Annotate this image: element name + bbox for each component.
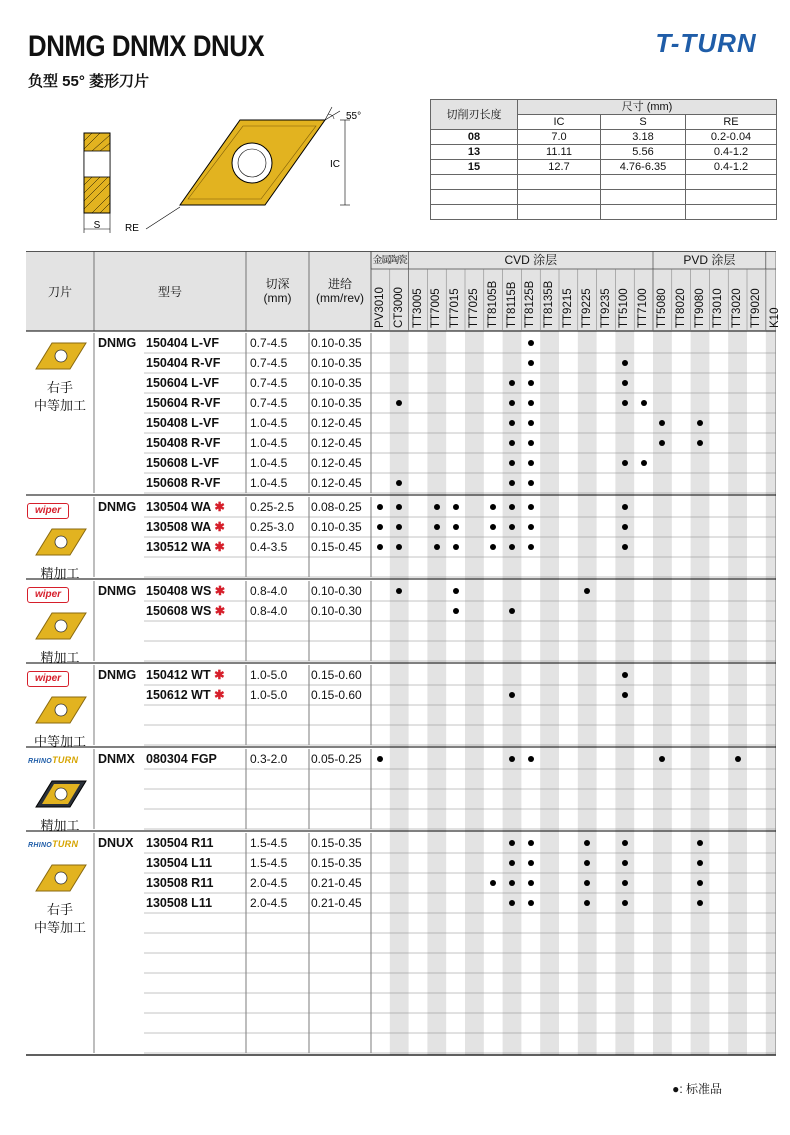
group-label: 精加工: [40, 818, 80, 833]
row-feed: 0.12-0.45: [311, 416, 362, 430]
row-feed: 0.21-0.45: [311, 876, 362, 890]
rhino-turn-badge: [28, 755, 78, 765]
standard-item-dot: [509, 692, 515, 698]
standard-item-dot: [528, 504, 534, 510]
row-depth: 0.8-4.0: [250, 584, 288, 598]
group-label: 中等加工: [33, 734, 86, 749]
row-feed: 0.05-0.25: [311, 752, 362, 766]
group-label: 右手 中等加工: [33, 380, 86, 413]
standard-item-dot: [509, 420, 515, 426]
row-model: 130504 WA ✱: [146, 500, 225, 514]
row-model: 130512 WA ✱: [146, 540, 225, 554]
new-item-star: ✱: [210, 668, 225, 682]
row-depth: 1.0-4.5: [250, 416, 288, 430]
dim-ic: 12.7: [518, 160, 601, 175]
insert-image: [32, 777, 88, 811]
standard-item-dot: [509, 840, 515, 846]
dim-col-s: S: [601, 115, 686, 130]
row-feed: 0.15-0.60: [311, 688, 362, 702]
row-depth: 1.0-5.0: [250, 668, 288, 682]
grade-header-tt3020: TT3020: [731, 288, 744, 328]
row-feed: 0.10-0.35: [311, 376, 362, 390]
row-model: 150604 R-VF: [146, 396, 221, 410]
row-feed: 0.15-0.35: [311, 856, 362, 870]
row-model: 080304 FGP: [146, 752, 217, 766]
legend: ●: 标准品: [672, 1082, 722, 1096]
standard-item-dot: [528, 460, 534, 466]
standard-item-dot: [697, 840, 703, 846]
standard-item-dot: [528, 420, 534, 426]
row-feed: 0.10-0.30: [311, 604, 362, 618]
row-model: 150408 WS ✱: [146, 584, 226, 598]
group-label: 精加工: [40, 566, 80, 581]
standard-item-dot: [509, 460, 515, 466]
s-label: S: [93, 220, 101, 231]
row-depth: 0.4-3.5: [250, 540, 288, 554]
grade-table: [26, 251, 781, 1076]
grade-header-tt7015: TT7015: [449, 288, 462, 328]
row-model: 130508 L11: [146, 896, 213, 910]
grade-header-tt7005: TT7005: [430, 288, 443, 328]
row-feed: 0.15-0.60: [311, 668, 362, 682]
row-depth: 0.7-4.5: [250, 396, 288, 410]
angle-label: 55°: [346, 111, 362, 122]
header-depth-unit: (mm): [263, 291, 292, 305]
dim-re: 0.4-1.2: [686, 160, 777, 175]
row-depth: 1.5-4.5: [250, 856, 288, 870]
row-series: DNUX: [98, 836, 134, 850]
dim-re: 0.4-1.2: [686, 145, 777, 160]
rhino-badge-text: RHINO: [28, 758, 53, 765]
standard-item-dot: [622, 672, 628, 678]
insert-dimension-diagram: [70, 105, 370, 240]
dim-s: 5.56: [601, 145, 686, 160]
dim-length: 08: [431, 130, 518, 145]
standard-item-dot: [528, 340, 534, 346]
group-label: 右手 中等加工: [33, 902, 86, 935]
standard-item-dot: [697, 440, 703, 446]
grade-header-tt8105b: TT8105B: [486, 280, 499, 328]
standard-item-dot: [509, 544, 515, 550]
grade-header-tt9215: TT9215: [562, 288, 574, 328]
grade-header-tt3005: TT3005: [411, 288, 424, 328]
standard-item-dot: [434, 524, 440, 530]
standard-item-dot: [509, 504, 515, 510]
group-label: 精加工: [40, 650, 80, 665]
wiper-badge: wiper: [27, 587, 69, 603]
row-model: 150408 L-VF: [146, 416, 219, 430]
row-feed: 0.10-0.35: [311, 336, 362, 350]
row-depth: 0.7-4.5: [250, 356, 288, 370]
standard-item-dot: [622, 504, 628, 510]
page-title: DNMG DNMX DNUX: [28, 30, 265, 63]
standard-item-dot: [453, 504, 459, 510]
standard-item-dot: [735, 756, 741, 762]
standard-item-dot: [509, 380, 515, 386]
row-series: DNMX: [98, 752, 135, 766]
row-feed: 0.15-0.45: [311, 540, 362, 554]
row-model: 150604 L-VF: [146, 376, 219, 390]
standard-item-dot: [453, 524, 459, 530]
row-series: DNMG: [98, 500, 137, 514]
insert-image: [32, 693, 88, 727]
dim-s: 4.76-6.35: [601, 160, 686, 175]
standard-item-dot: [622, 460, 628, 466]
standard-item-dot: [622, 692, 628, 698]
standard-item-dot: [453, 608, 459, 614]
grade-header-tt9235: TT9235: [599, 288, 612, 328]
dim-header-length: 切削刃长度: [431, 100, 518, 130]
standard-item-dot: [622, 380, 628, 386]
grade-header-tt9080: TT9080: [693, 288, 706, 328]
grade-header-ct3000: CT3000: [392, 287, 405, 328]
dim-ic: 7.0: [518, 130, 601, 145]
new-item-star: ✱: [210, 540, 225, 554]
insert-image: [32, 525, 88, 559]
row-depth: 2.0-4.5: [250, 876, 288, 890]
row-depth: 1.5-4.5: [250, 836, 288, 850]
header-pvd: PVD 涂层: [683, 253, 736, 267]
insert-image: [32, 339, 88, 373]
row-model: 130508 WA ✱: [146, 520, 225, 534]
row-model: 130508 R11: [146, 876, 214, 890]
standard-item-dot: [528, 860, 534, 866]
standard-item-dot: [528, 880, 534, 886]
grade-header-tt9020: TT9020: [750, 288, 762, 328]
row-depth: 0.3-2.0: [250, 752, 288, 766]
header-depth: 切深: [265, 277, 290, 291]
standard-item-dot: [528, 840, 534, 846]
standard-item-dot: [434, 544, 440, 550]
dim-col-re: RE: [686, 115, 777, 130]
row-model: 150404 L-VF: [146, 336, 219, 350]
row-depth: 0.7-4.5: [250, 336, 288, 350]
standard-item-dot: [528, 480, 534, 486]
standard-item-dot: [528, 524, 534, 530]
row-depth: 0.8-4.0: [250, 604, 288, 618]
standard-item-dot: [641, 460, 647, 466]
rhino-badge-turn: TURN: [52, 839, 79, 849]
grade-header-tt8125b: TT8125B: [524, 280, 537, 328]
row-model: 130504 L11: [146, 856, 213, 870]
new-item-star: ✱: [210, 520, 225, 534]
new-item-star: ✱: [211, 584, 226, 598]
standard-item-dot: [528, 900, 534, 906]
dim-row: [431, 130, 777, 145]
standard-item-dot: [697, 900, 703, 906]
dim-length: 15: [431, 160, 518, 175]
standard-item-dot: [509, 756, 515, 762]
standard-item-dot: [622, 400, 628, 406]
standard-item-dot: [622, 900, 628, 906]
row-model: 150412 WT ✱: [146, 668, 225, 682]
row-feed: 0.12-0.45: [311, 456, 362, 470]
dim-s: 3.18: [601, 130, 686, 145]
standard-item-dot: [509, 480, 515, 486]
standard-item-dot: [622, 360, 628, 366]
insert-image: [32, 609, 88, 643]
row-depth: 0.7-4.5: [250, 376, 288, 390]
grade-header-tt8135b: TT8135B: [543, 280, 556, 328]
brand-logo: [636, 24, 776, 64]
row-model: 150612 WT ✱: [146, 688, 225, 702]
standard-item-dot: [697, 860, 703, 866]
row-model: 130504 R11: [146, 836, 214, 850]
grade-header-tt8115b: TT8115B: [505, 281, 518, 328]
standard-item-dot: [622, 880, 628, 886]
row-depth: 1.0-4.5: [250, 476, 288, 490]
standard-item-dot: [453, 588, 459, 594]
row-series: DNMG: [98, 668, 137, 682]
row-depth: 1.0-5.0: [250, 688, 288, 702]
standard-item-dot: [509, 524, 515, 530]
row-feed: 0.10-0.35: [311, 520, 362, 534]
grade-header-tt5080: TT5080: [656, 288, 668, 328]
ic-label: IC: [330, 159, 340, 170]
dim-row: [431, 145, 777, 160]
row-feed: 0.21-0.45: [311, 896, 362, 910]
wiper-badge: wiper: [27, 671, 69, 687]
standard-item-dot: [697, 420, 703, 426]
insert-image: [32, 861, 88, 895]
dim-col-ic: IC: [518, 115, 601, 130]
row-model: 150608 L-VF: [146, 456, 219, 470]
dimension-table: [430, 99, 777, 220]
new-item-star: ✱: [211, 604, 226, 618]
header-insert: 刀片: [47, 285, 72, 299]
row-feed: 0.10-0.35: [311, 356, 362, 370]
grade-header-tt5100: TT5100: [618, 288, 631, 328]
rhino-badge-turn: TURN: [52, 755, 79, 765]
brand-logo-text: T-TURN: [655, 28, 757, 58]
row-feed: 0.10-0.30: [311, 584, 362, 598]
standard-item-dot: [622, 840, 628, 846]
standard-item-dot: [622, 860, 628, 866]
grade-header-tt8020: TT8020: [674, 288, 687, 328]
row-depth: 1.0-4.5: [250, 436, 288, 450]
header-feed-unit: (mm/rev): [316, 291, 364, 305]
grade-header-k10: K10: [768, 307, 781, 328]
insert-top-view: [125, 107, 361, 234]
row-series: DNMG: [98, 584, 137, 598]
dim-header-size: 尺寸 (mm): [518, 100, 777, 115]
row-feed: 0.15-0.35: [311, 836, 362, 850]
header-cermet: 金属陶瓷: [372, 255, 407, 266]
rhino-badge-text: RHINO: [28, 842, 53, 849]
standard-item-dot: [528, 400, 534, 406]
standard-item-dot: [528, 380, 534, 386]
standard-item-dot: [697, 880, 703, 886]
grade-header-tt3010: TT3010: [712, 288, 725, 328]
standard-item-dot: [509, 900, 515, 906]
standard-item-dot: [509, 608, 515, 614]
header-cvd: CVD 涂层: [504, 253, 558, 267]
standard-item-dot: [509, 440, 515, 446]
grade-header-tt7025: TT7025: [468, 288, 480, 328]
wiper-badge: wiper: [27, 503, 69, 519]
row-series: DNMG: [98, 336, 137, 350]
dim-row: [431, 160, 777, 175]
header-model: 型号: [157, 285, 182, 299]
re-label: RE: [125, 223, 139, 234]
standard-item-dot: [509, 880, 515, 886]
grade-header-pv3010: PV3010: [374, 287, 386, 328]
row-depth: 2.0-4.5: [250, 896, 288, 910]
standard-item-dot: [509, 400, 515, 406]
standard-item-dot: [528, 360, 534, 366]
row-model: 150608 WS ✱: [146, 604, 226, 618]
grade-table-lines: [26, 251, 776, 1081]
new-item-star: ✱: [210, 688, 225, 702]
row-model: 150404 R-VF: [146, 356, 221, 370]
row-depth: 0.25-2.5: [250, 500, 295, 514]
header-feed: 进给: [327, 277, 352, 291]
standard-item-dot: [453, 544, 459, 550]
standard-item-dot: [622, 524, 628, 530]
standard-item-dot: [434, 504, 440, 510]
grade-header-tt9225: TT9225: [580, 288, 593, 328]
standard-item-dot: [528, 756, 534, 762]
standard-item-dot: [641, 400, 647, 406]
rhino-turn-badge: [28, 839, 78, 849]
row-model: 150608 R-VF: [146, 476, 221, 490]
insert-side-view: [84, 133, 110, 233]
row-depth: 0.25-3.0: [250, 520, 295, 534]
dim-length: 13: [431, 145, 518, 160]
row-feed: 0.12-0.45: [311, 436, 362, 450]
row-feed: 0.10-0.35: [311, 396, 362, 410]
grade-header-tt7100: TT7100: [637, 288, 650, 328]
row-model: 150408 R-VF: [146, 436, 221, 450]
page-subtitle: 负型 55° 菱形刀片: [28, 73, 150, 90]
dim-ic: 11.11: [518, 145, 601, 160]
new-item-star: ✱: [210, 500, 225, 514]
row-feed: 0.08-0.25: [311, 500, 362, 514]
standard-item-dot: [528, 440, 534, 446]
row-depth: 1.0-4.5: [250, 456, 288, 470]
row-feed: 0.12-0.45: [311, 476, 362, 490]
standard-item-dot: [509, 860, 515, 866]
standard-item-dot: [528, 544, 534, 550]
dim-re: 0.2-0.04: [686, 130, 777, 145]
standard-item-dot: [622, 544, 628, 550]
